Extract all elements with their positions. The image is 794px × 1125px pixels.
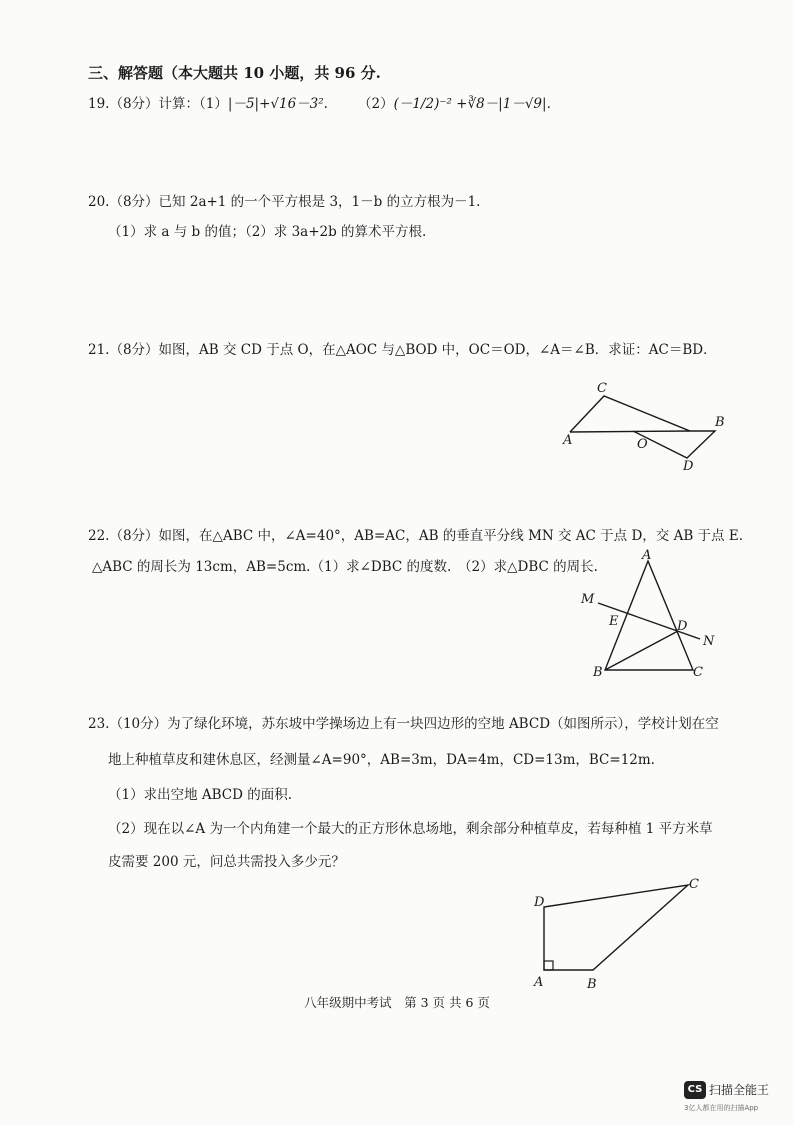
page-footer: 八年级期中考试 第 3 页 共 6 页 [304,995,490,1010]
q22-label-c: C [693,665,703,680]
question-21-line1: 21.（8分）如图，AB 交 CD 于点 O，在△AOC 与△BOD 中，OC＝OD，∠A＝∠B．求证：AC＝BD． [88,342,717,358]
q19-prefix: 19.（8分）计算：（1） [88,96,228,112]
q22-label-d: D [677,619,688,634]
figure-q23 [525,872,705,992]
question-23-line5: 皮需要 200 元，问总共需投入多少元？ [108,854,345,870]
question-23-line2: 地上种植草皮和建休息区，经测量∠A=90°，AB=3m，DA=4m，CD=13m，BC=12m. [108,752,655,768]
q22-label-b: B [593,665,603,680]
q23-label-b: B [587,977,597,992]
question-20-line1: 20.（8分）已知 2a+1 的一个平方根是 3，1－b 的立方根为－1. [88,194,481,210]
question-22-line2: △ABC 的周长为 13cm，AB=5cm.（1）求∠DBC 的度数. （2）求△DBC 的周长. [92,559,598,575]
q22-label-e: E [609,614,619,629]
watermark-sub: 3亿人都在用的扫描App [684,1103,759,1112]
q22-label-a: A [642,548,652,563]
figure-q21 [555,380,735,475]
q21-label-o: O [637,437,648,452]
q19-expr2: (－1/2)⁻² +∛8－|1－√9|. [393,96,551,112]
q19-expr1: |－5|+√16－3². [227,96,328,112]
question-22-line1: 22.（8分）如图，在△ABC 中，∠A=40°，AB=AC，AB 的垂直平分线 MN 交 AC 于点 D，交 AB 于点 E. [88,528,743,544]
watermark-name: 扫描全能王 [709,1083,770,1097]
question-23-line3: （1）求出空地 ABCD 的面积. [108,787,293,803]
camscanner-logo-icon: CS [684,1081,706,1099]
scanner-watermark [684,1079,784,1113]
q21-label-b: B [715,415,725,430]
q21-label-d: D [683,459,694,474]
question-20-line2: （1）求 a 与 b 的值；（2）求 3a+2b 的算术平方根. [108,224,427,240]
question-19-part2 [358,92,551,112]
q23-label-a: A [534,975,544,990]
q22-label-n: N [703,634,715,649]
q23-label-d: D [534,895,545,910]
question-23-line4: （2）现在以∠A 为一个内角建一个最大的正方形休息场地，剩余部分种植草皮，若每种植 1 平方米草 [108,821,713,837]
figure-q22 [575,545,715,685]
question-23-line1: 23.（10分）为了绿化环境，苏东坡中学操场边上有一块四边形的空地 ABCD（如图所示），学校计划在空 [88,716,719,732]
q22-label-m: M [581,592,595,607]
q19-part2-label: （2） [358,96,394,112]
q23-label-c: C [689,877,699,892]
q21-label-a: A [563,433,573,448]
section-header: 三、解答题（本大题共 10 小题，共 96 分. [88,64,381,82]
question-19 [88,92,328,112]
q21-label-c: C [597,381,607,396]
